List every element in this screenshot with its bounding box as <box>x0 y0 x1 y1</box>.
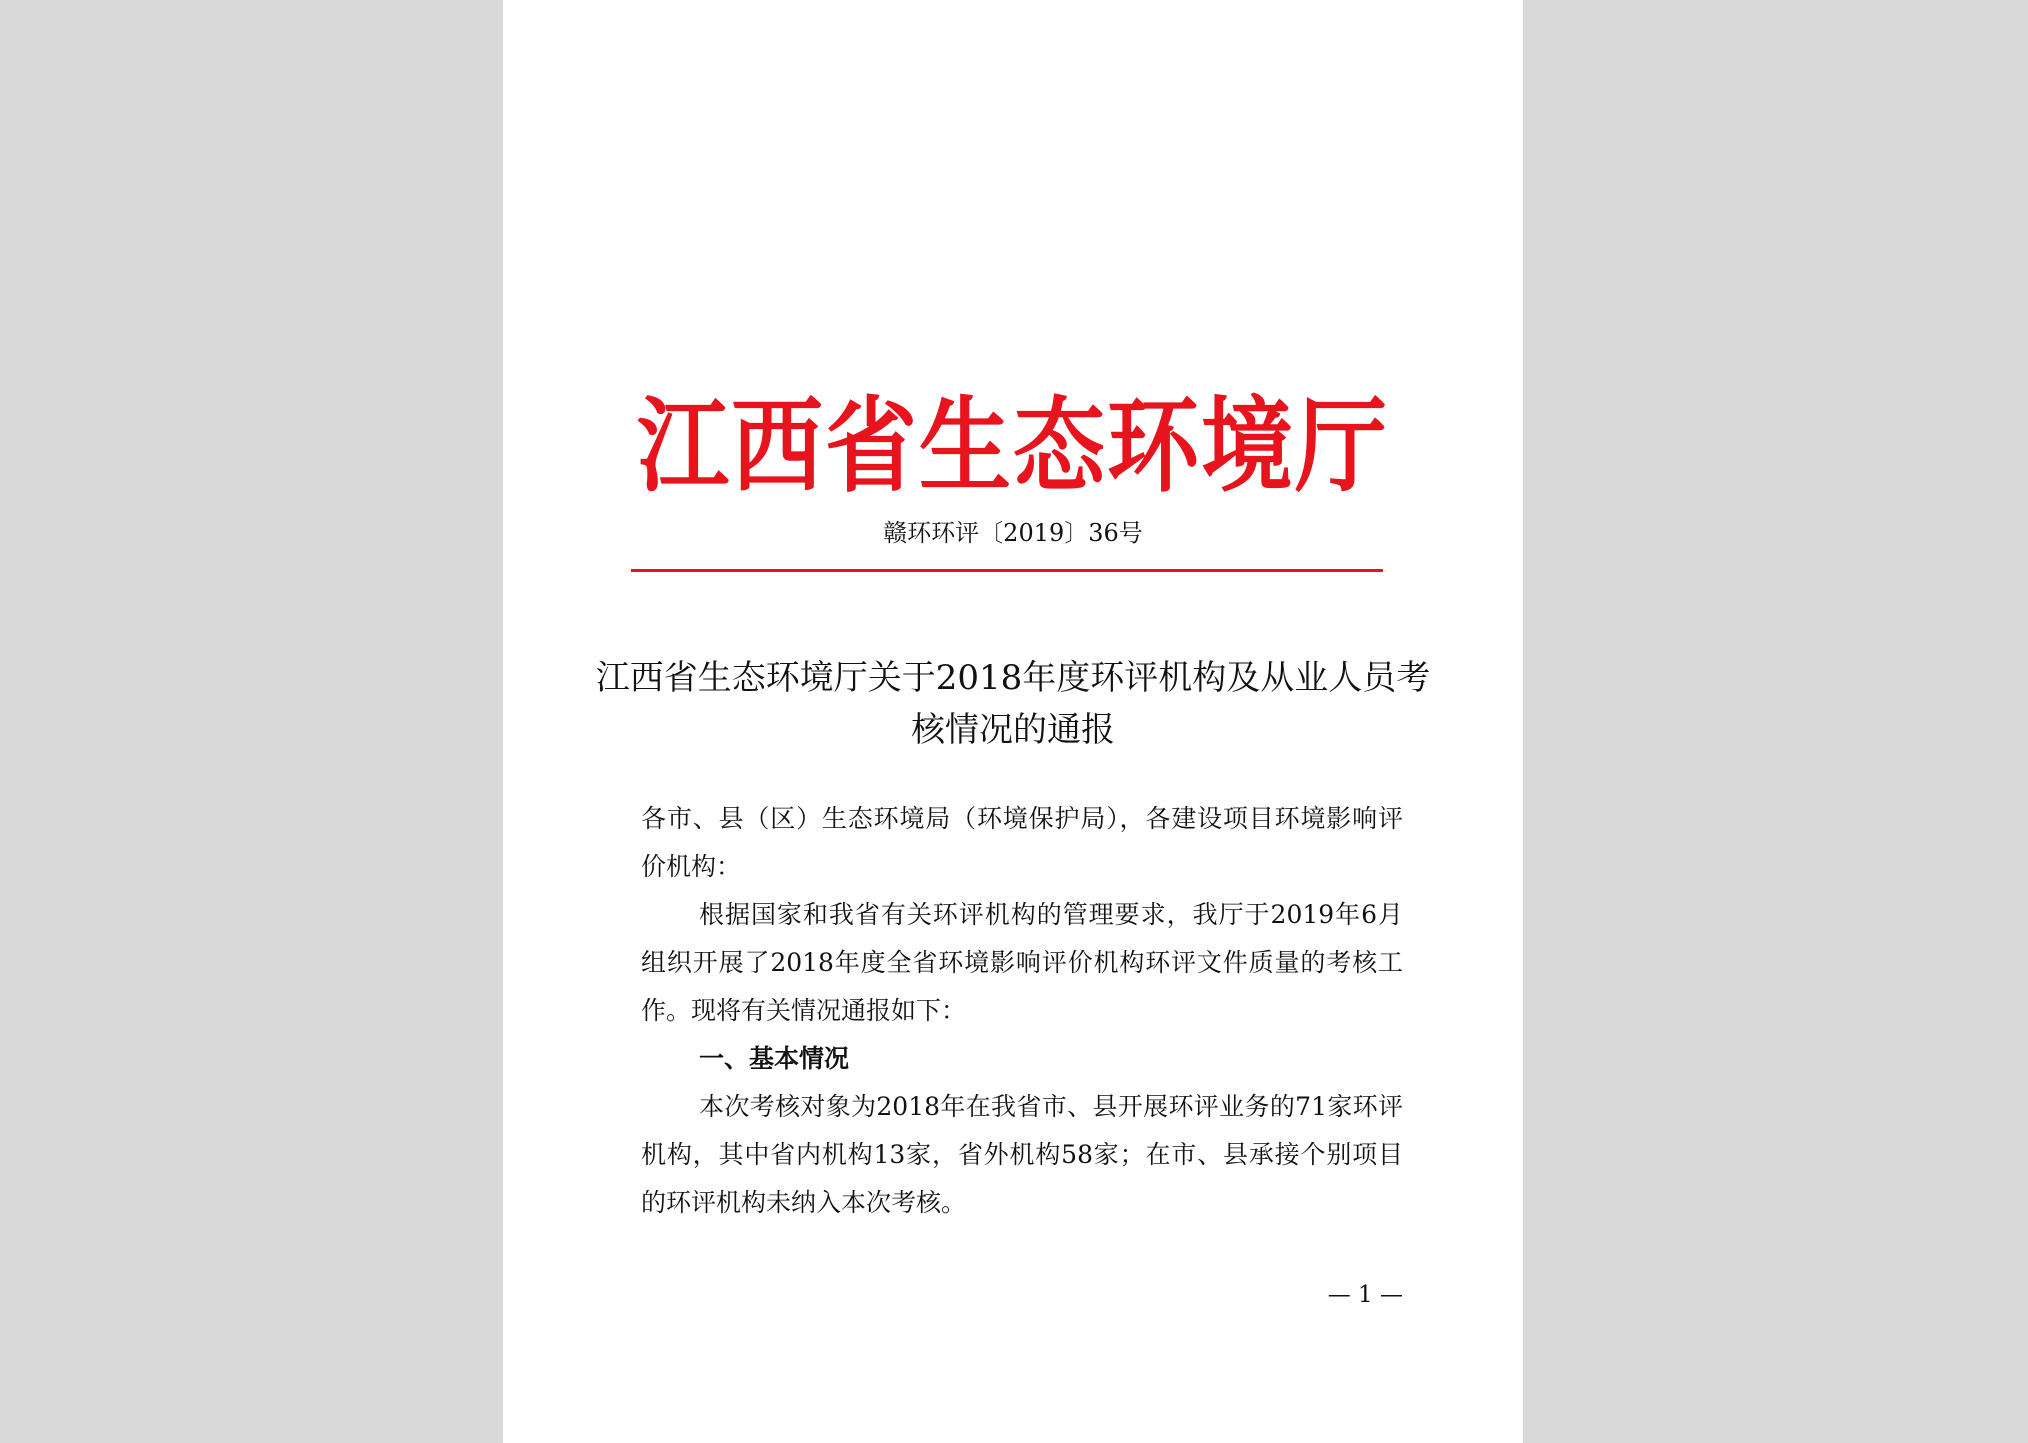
agency-name-heading: 江西省生态环境厅 <box>636 386 1389 506</box>
page-number: — 1 — <box>1327 1282 1403 1308</box>
document-title: 江西省生态环境厅关于2018年度环评机构及从业人员考核情况的通报 <box>595 658 1431 750</box>
document-body <box>641 795 1403 1227</box>
red-divider-line <box>631 569 1383 572</box>
document-number: 赣环环评〔2019〕36号 <box>883 519 1143 547</box>
salutation: 各市、县（区）生态环境局（环境保护局），各建设项目环境影响评价机构： <box>641 804 1403 881</box>
document-page <box>503 0 1523 1443</box>
paragraph-basic-situation: 本次考核对象为2018年在我省市、县开展环评业务的71家环评机构，其中省内机构13家，省外机构58家；在市、县承接个别项目的环评机构未纳入本次考核。 <box>641 1092 1403 1217</box>
section-heading: 一、基本情况 <box>699 1044 850 1073</box>
paragraph-intro: 根据国家和我省有关环评机构的管理要求，我厅于2019年6月组织开展了2018年度全省环境影响评价机构环评文件质量的考核工作。现将有关情况通报如下： <box>641 900 1403 1025</box>
